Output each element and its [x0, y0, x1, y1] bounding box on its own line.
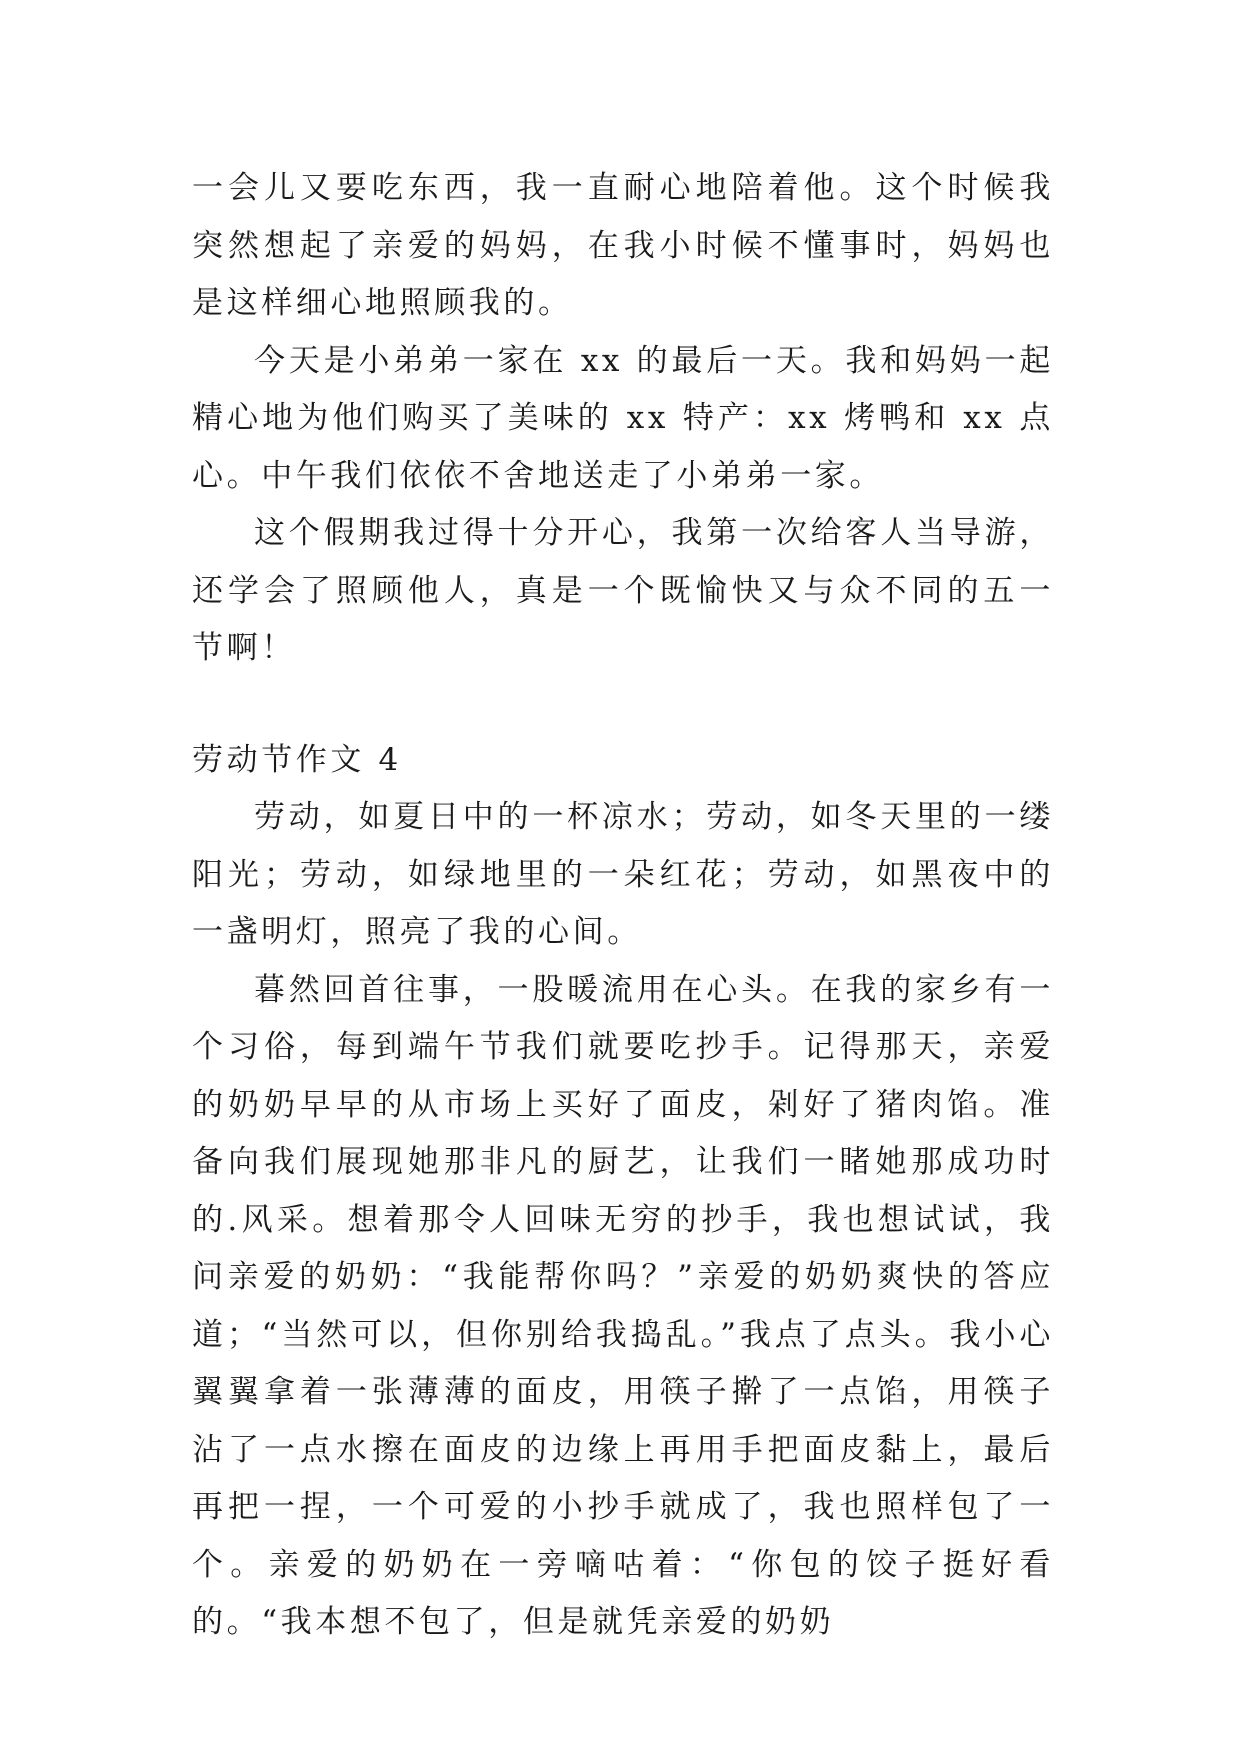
section-spacer: [192, 678, 1054, 732]
paragraph-holiday-summary: 这个假期我过得十分开心，我第一次给客人当导游，还学会了照顾他人，真是一个既愉快又与众不同的五一节啊！: [192, 515, 1054, 666]
paragraph-labor-metaphor: 劳动，如夏日中的一杯凉水；劳动，如冬天里的一缕阳光；劳动，如绿地里的一朵红花；劳动，如黑夜中的一盏明灯，照亮了我的心间。: [192, 799, 1054, 950]
paragraph-last-day: 今天是小弟弟一家在 xx 的最后一天。我和妈妈一起精心地为他们购买了美味的 xx 特产：xx 烤鸭和 xx 点心。中午我们依依不舍地送走了小弟弟一家。: [192, 342, 1054, 494]
paragraph-dumpling-story: 暮然回首往事，一股暖流用在心头。在我的家乡有一个习俗，每到端午节我们就要吃抄手。记得那天，亲爱的奶奶早早的从市场上买好了面皮，剁好了猪肉馅。准备向我们展现她那非凡的厨艺，让我们一睹她那成功时的.风采。想着那令人回味无穷的抄手，我也想试试，我问亲爱的奶奶：“我能帮你吗？”亲爱的奶奶爽快的答应道；“当然可以，但你别给我捣乱。”我点了点头。我小心翼翼拿着一张薄薄的面皮，用筷子擀了一点馅，用筷子沾了一点水擦在面皮的边缘上再用手把面皮黏上，最后再把一捏，一个可爱的小抄手就成了，我也照样包了一个。亲爱的奶奶在一旁嘀咕着：“你包的饺子挺好看的。“我本想不包了，但是就凭亲爱的奶奶: [192, 971, 1054, 1640]
section-title: 劳动节作文 4: [192, 741, 402, 778]
paragraph-continued: 一会儿又要吃东西，我一直耐心地陪着他。这个时候我突然想起了亲爱的妈妈，在我小时候不懂事时，妈妈也是这样细心地照顾我的。: [192, 170, 1054, 321]
document-body: [192, 160, 1054, 1652]
